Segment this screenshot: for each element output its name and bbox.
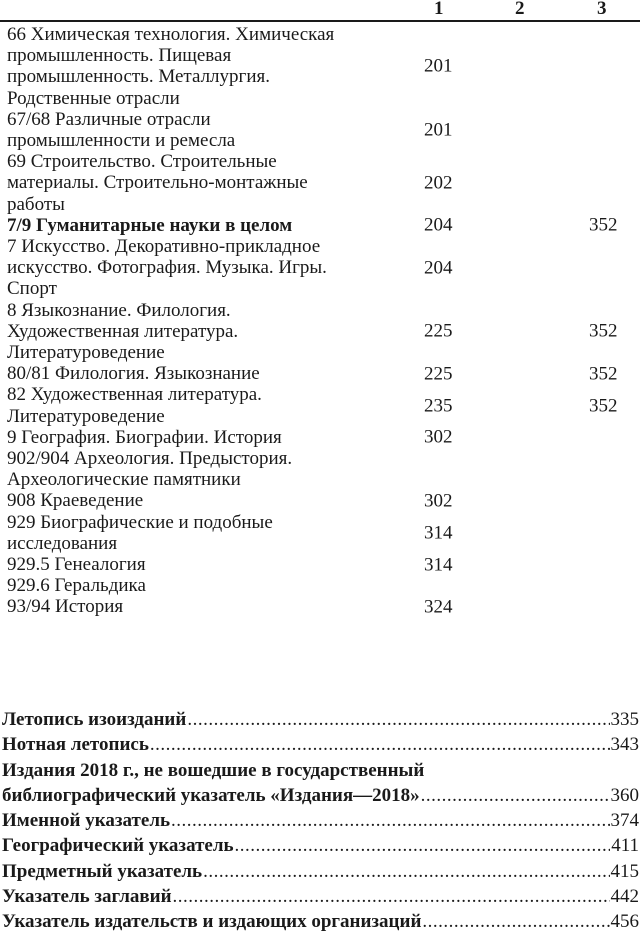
- index-entry-page: 415: [611, 859, 640, 884]
- table-row: [0, 512, 640, 554]
- leader-dots: [421, 783, 610, 808]
- col1-value: 225: [424, 363, 453, 384]
- table-row: [0, 215, 640, 236]
- row-heading-line: 66 Химическая технология. Химическая: [7, 24, 387, 45]
- table-row: [0, 151, 640, 215]
- row-heading: [0, 490, 387, 511]
- row-heading-line: 82 Художественная литература.: [7, 384, 387, 405]
- row-heading-line: 8 Языкознание. Филология.: [7, 300, 387, 321]
- index-entry[interactable]: [0, 783, 640, 808]
- col1-value: 201: [424, 56, 453, 77]
- row-heading-line: Литературоведение: [7, 406, 387, 427]
- row-heading: [0, 427, 387, 448]
- index-entry[interactable]: [0, 859, 640, 884]
- col1-value: 314: [424, 554, 453, 575]
- index-entry-page: 374: [611, 808, 640, 833]
- table-row: [0, 384, 640, 426]
- table-row: [0, 448, 640, 490]
- col1-value: 324: [424, 596, 453, 617]
- row-heading-line: искусство. Фотография. Музыка. Игры.: [7, 257, 387, 278]
- index-entry[interactable]: [0, 909, 640, 934]
- row-heading: [0, 236, 387, 300]
- index-entry-label: Географический указатель: [0, 833, 234, 858]
- table-row: [0, 363, 640, 384]
- index-entry-page: 456: [611, 909, 640, 934]
- row-heading-line: 929 Биографические и подобные: [7, 512, 387, 533]
- col1-value: 225: [424, 321, 453, 342]
- row-heading-line: материалы. Строительно-монтажные: [7, 172, 387, 193]
- table-row: [0, 596, 640, 617]
- index-entry-label: Нотная летопись: [0, 732, 149, 757]
- table-row: [0, 236, 640, 300]
- column-header-2: 2: [515, 0, 525, 20]
- row-heading-line: промышленность. Пищевая: [7, 45, 387, 66]
- row-heading-line: Родственные отрасли: [7, 88, 387, 109]
- row-heading: [0, 575, 387, 596]
- leader-dots: [173, 884, 610, 909]
- row-heading: [0, 300, 387, 364]
- table-row: [0, 24, 640, 109]
- leader-dots: [150, 732, 610, 757]
- index-entry-page: 442: [611, 884, 640, 909]
- leader-dots: [171, 808, 609, 833]
- row-heading-line: Археологические памятники: [7, 469, 387, 490]
- row-heading: [0, 215, 387, 236]
- table-row: [0, 490, 640, 511]
- row-heading-line: Литературоведение: [7, 342, 387, 363]
- index-entry[interactable]: [0, 833, 640, 858]
- col3-value: 352: [589, 395, 618, 416]
- row-heading-line: 69 Строительство. Строительные: [7, 151, 387, 172]
- col1-value: 302: [424, 427, 453, 448]
- index-entry-label: Указатель заглавий: [0, 884, 172, 909]
- col1-value: 235: [424, 395, 453, 416]
- table-row: [0, 554, 640, 575]
- index-list: [0, 707, 640, 935]
- leader-dots: [422, 909, 609, 934]
- table-row: [0, 575, 640, 596]
- table-row: [0, 300, 640, 364]
- col1-value: 314: [424, 522, 453, 543]
- row-heading-line: Художественная литература.: [7, 321, 387, 342]
- row-heading-line: 93/94 История: [7, 596, 387, 617]
- index-entry-label: Издания 2018 г., не вошедшие в государственный: [0, 758, 424, 783]
- index-entry-line: [0, 758, 640, 783]
- index-entry[interactable]: [0, 707, 640, 732]
- row-heading-line: Спорт: [7, 278, 387, 299]
- col1-value: 204: [424, 257, 453, 278]
- col1-value: 204: [424, 215, 453, 236]
- row-heading-line: промышленность. Металлургия.: [7, 66, 387, 87]
- index-entry-label: Предметный указатель: [0, 859, 202, 884]
- row-heading-line: 7 Искусство. Декоративно-прикладное: [7, 236, 387, 257]
- row-heading: [0, 151, 387, 215]
- row-heading-line: 67/68 Различные отрасли: [7, 109, 387, 130]
- column-header-3: 3: [597, 0, 607, 20]
- row-heading-line: работы: [7, 194, 387, 215]
- index-entry-page: 411: [611, 833, 640, 858]
- row-heading: [0, 448, 387, 490]
- row-heading-line: 902/904 Археология. Предыстория.: [7, 448, 387, 469]
- row-heading-line: промышленности и ремесла: [7, 130, 387, 151]
- index-entry[interactable]: [0, 732, 640, 757]
- index-entry-label: библиографический указатель «Издания—2018»: [0, 783, 420, 808]
- row-heading-line: 929.6 Геральдика: [7, 575, 387, 596]
- row-heading-line: 908 Краеведение: [7, 490, 387, 511]
- index-entry-page: 360: [611, 783, 640, 808]
- table-row: [0, 427, 640, 448]
- table-row: [0, 109, 640, 151]
- row-heading: [0, 596, 387, 617]
- index-entry[interactable]: [0, 884, 640, 909]
- row-heading: [0, 554, 387, 575]
- col3-value: 352: [589, 215, 618, 236]
- col1-value: 302: [424, 490, 453, 511]
- header-rule: [0, 20, 640, 22]
- col3-value: 352: [589, 321, 618, 342]
- column-header-1: 1: [434, 0, 444, 20]
- leader-dots: [235, 833, 611, 858]
- row-heading-line: 80/81 Филология. Языкознание: [7, 363, 387, 384]
- row-heading: [0, 24, 387, 109]
- index-entry-label: Указатель издательств и издающих организаций: [0, 909, 421, 934]
- row-heading-line: 9 География. Биографии. История: [7, 427, 387, 448]
- leader-dots: [187, 707, 609, 732]
- row-heading-line: 7/9 Гуманитарные науки в целом: [7, 215, 387, 236]
- row-heading: [0, 384, 387, 426]
- row-heading: [0, 109, 387, 151]
- row-heading: [0, 512, 387, 554]
- classification-table: [0, 24, 640, 618]
- col3-value: 352: [589, 363, 618, 384]
- col1-value: 201: [424, 119, 453, 140]
- index-entry[interactable]: [0, 808, 640, 833]
- index-entry-page: 335: [611, 707, 640, 732]
- index-entry-label: Летопись изоизданий: [0, 707, 186, 732]
- index-entry-label: Именной указатель: [0, 808, 170, 833]
- col1-value: 202: [424, 172, 453, 193]
- row-heading-line: 929.5 Генеалогия: [7, 554, 387, 575]
- row-heading-line: исследования: [7, 533, 387, 554]
- row-heading: [0, 363, 387, 384]
- index-entry-page: 343: [611, 732, 640, 757]
- leader-dots: [203, 859, 609, 884]
